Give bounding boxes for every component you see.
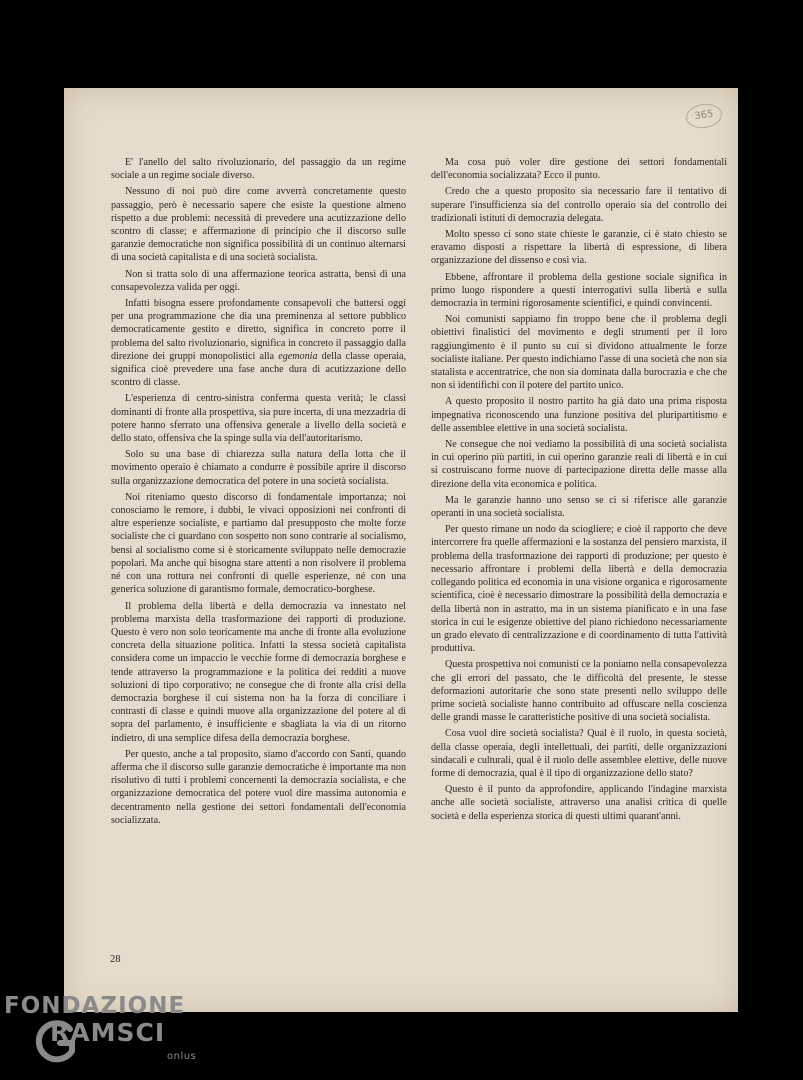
paragraph: Noi comunisti sappiamo fin troppo bene che il problema degli obiettivi finalistici del movimento e degli strumenti per il loro raggiungimento è il punto su cui si dividono attualmente le forze socialiste italiane. Per questo indichiamo l'asse di una società che non sia statalista e accentratrice, che non sia dominata dalla burocrazia e che che non si identifichi con il potere del partito unico. <box>431 314 727 392</box>
paragraph-text: Infatti bisogna essere profondamente consapevoli che battersi oggi per una programmazione che dia una preminenza al settore pubblico democraticamente gestito e diretto, significa in concreto porre il problema del salto rivoluzionario, significa in concreto il passaggio dalla direzione dei gruppi monopolistici alla <box>111 298 406 362</box>
paragraph: Questa prospettiva noi comunisti ce la poniamo nella consapevolezza che gli errori del passato, che le difficoltà del presente, le stesse deformazioni autoritarie che sono state presenti nello sviluppo delle prime società socialiste hanno contribuito ad offuscare nella coscienza delle grandi masse le caratteristiche positive di una società socialista. <box>431 659 727 724</box>
paragraph: Molto spesso ci sono state chieste le garanzie, ci è stato chiesto se eravamo disposti a rispettare la libertà di espressione, di libera organizzazione del dissenso e così via. <box>431 229 727 267</box>
paragraph: Cosa vuol dire società socialista? Qual è il ruolo, in questa società, della classe operaia, degli intellettuali, dei partiti, delle organizzazioni sindacali e culturali, qual è il ruolo delle assemblee elettive, delle nuove forme di democrazia, qual è il tipo di organizzazione dello stato? <box>431 728 727 779</box>
watermark-tag: onlus <box>167 1051 197 1062</box>
paragraph: Solo su una base di chiarezza sulla natura della lotta che il movimento operaio è chiamato a condurre è possibile aprire il discorso sulla organizzazione democratica del potere in una società socialista. <box>111 449 406 487</box>
paragraph: Ebbene, affrontare il problema della gestione sociale significa in primo luogo rispondere a questi interrogativi sulla libertà e sulla democrazia in termini rigorosamente scientifici, e quindi convincenti. <box>431 271 727 310</box>
paragraph <box>111 297 406 389</box>
paragraph: E' l'anello del salto rivoluzionario, del passaggio da un regime sociale a un regime sociale diverso. <box>111 157 406 182</box>
watermark-subtitle: RAMSCI <box>50 1018 166 1047</box>
left-column <box>111 156 406 830</box>
emphasis-text: egemonia <box>278 350 318 362</box>
paragraph: Credo che a questo proposito sia necessario fare il tentativo di superare l'insufficienza sia del controllo operaio sia del controllo dei tradizionali istituti di democrazia delegata. <box>431 186 727 224</box>
watermark-logo <box>4 993 204 1078</box>
paragraph: Non si tratta solo di una affermazione teorica astratta, bensì di una consapevolezza valida per oggi. <box>111 268 406 293</box>
paragraph: Per questo rimane un nodo da sciogliere; e cioè il rapporto che deve intercorrere fra quelle affermazioni e la sostanza del pensiero marxista, il problema della trasformazione dei rapporti di produzione; per questo è necessario affrontare i problemi della libertà e della democrazia collegando politica ed economia in una visione organica e rigorosamente scientifica, cioè è necessario dimostrare la possibilità della democrazia e della libertà non in astratto, ma in un sistema pianificato e in una fase storica in cui le esigenze obiettive del piano richiedono necessariamente un grado elevato di centralizzazione e di coordinamento di tutta l'attività produttiva. <box>431 524 727 655</box>
watermark-title: FONDAZIONE <box>4 993 186 1019</box>
paragraph: Questo è il punto da approfondire, applicando l'indagine marxista anche alle società socialiste, attraverso una analisi critica di quelle società e della esperienza storica di questi ultimi quarant'anni. <box>431 784 727 822</box>
document-page <box>64 88 738 1012</box>
paragraph: Nessuno di noi può dire come avverrà concretamente questo passaggio, però è necessario sapere che esiste la questione almeno rispetto a due problemi: necessità di prevedere una acutizzazione dello scontro di classe; e affermazione di principio che il discorso sulle garanzie democratiche non significa possibilità di un continuo alternarsi di una società capitalista e di una società socialista. <box>111 186 406 264</box>
paragraph-text: della classe operaia, significa cioè prevedere una fase anche dura di acutizzazione dello scontro di classe. <box>111 350 406 389</box>
paragraph: Ma cosa può voler dire gestione dei settori fondamentali dell'economia socializzata? Ecco il punto. <box>431 157 727 182</box>
paragraph: A questo proposito il nostro partito ha già dato una prima risposta impegnativa riconoscendo una funzione positiva del pluripartitismo e delle assemblee elettive in una società socialista. <box>431 396 727 434</box>
paragraph: Per questo, anche a tal proposito, siamo d'accordo con Santi, quando afferma che il discorso sulle garanzie democratiche è importante ma non risolutivo di tutti i problemi concernenti la democrazia socialista, e che organizzazione democratica del potere vuol dire massima autonomia e decentramento nella gestione dei settori fondamentali dell'economia socializzata. <box>111 748 406 826</box>
right-column <box>431 156 727 826</box>
archive-stamp: 365 <box>685 102 724 131</box>
page-number: 28 <box>110 954 121 965</box>
paragraph: L'esperienza di centro-sinistra conferma questa verità; le classi dominanti di fronte alla prospettiva, sia pure incerta, di una mezzadria di potere hanno sferrato una offensiva generale a livello della società e dello stato, offensiva che la spinge sulla via dell'autoritarismo. <box>111 393 406 445</box>
paragraph: Il problema della libertà e della democrazia va innestato nel problema marxista della trasformazione dei rapporti di produzione. Questo è vero non solo teoricamente ma anche di fronte alla evoluzione concreta della situazione politica. Infatti la stessa società capitalista considera come un impaccio le vecchie forme di democrazia borghese e tende attraverso la programmazione e la politica dei redditi a nuove soluzioni di tipo corporativo; ne consegue che di fronte alla crisi della democrazia borghese il cui sistema non ha la forza di conciliare i contrasti di classe e quindi muove alla organizzazione del potere al di sopra del parlamento, è insufficiente e sbagliata la via di un ritorno indietro, di una semplice difesa della democrazia borghese. <box>111 600 406 744</box>
paragraph: Noi riteniamo questo discorso di fondamentale importanza; noi conosciamo le remore, i dubbi, le vivaci opposizioni nei confronti di altre esperienze socialiste, e partiamo dal presupposto che molte forze socialiste che ci guardano con sospetto non sono contrarie al socialismo, bensì al socialismo come si è storicamente sviluppato nelle democrazie popolari. Ma anche qui bisogna stare attenti a non risolvere il problema né con una rottura nei confronti di quelle esperienze, né con una generica soluzione di garantismo formale, democratico-borghese. <box>111 491 406 596</box>
paragraph: Ne consegue che noi vediamo la possibilità di una società socialista in cui operino più partiti, in cui operino garanzie reali di libertà e in cui si costruiscano forme nuove di partecipazione diretta delle masse alla direzione della vita economica e politica. <box>431 439 727 490</box>
paragraph: Ma le garanzie hanno uno senso se ci si riferisce alle garanzie operanti in una società socialista. <box>431 494 727 520</box>
